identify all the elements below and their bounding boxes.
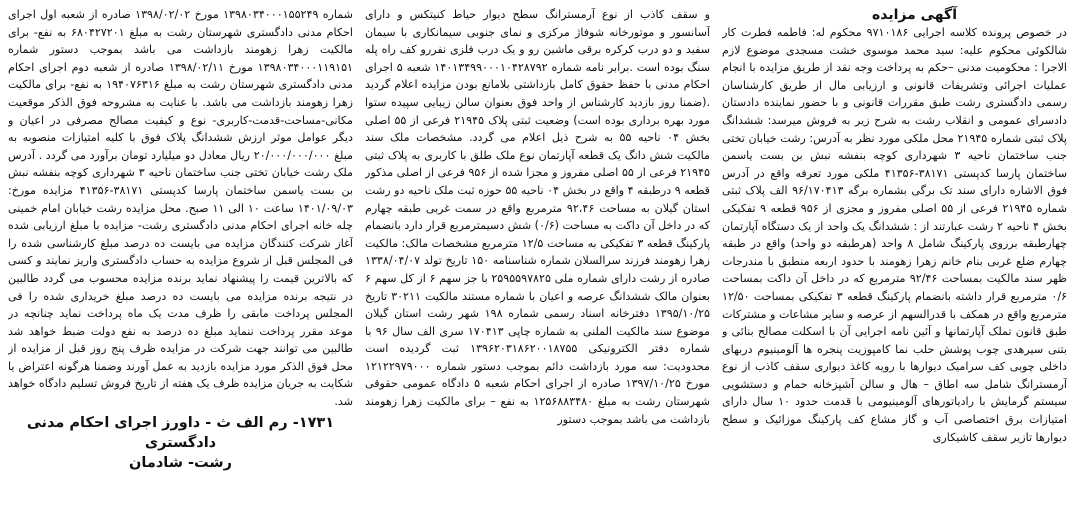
notice-body-left: شماره ۱۳۹۸۰۳۴۰۰۰۱۵۵۲۴۹ مورخ ۱۳۹۸/۰۲/۰۲ صادره از شعبه اول اجرای احکام مدنی دادگستری شهرستان رشت به مبلغ ۶۸۰۴۲۷۲۰۱ به نفع- برای مالکیت زهرا زهومند بازداشت می باشد بموجب دستور شماره ۱۳۹۸۰۳۴۰۰۰۱۱۹۱۵۱ مورخ ۱۳۹۸/۰۲/۱۱ صادره از شعبه دوم اجرای احکام مدنی دادگستری شهرستان رشت به مبلغ ۱۹۴۰۷۶۳۱۶ به نفع- برای مالکیت زهرا زهومند بازداشت می باشد. با عنایت به مشروحه فوق الذکر موقعیت مکانی-مساحت-قدمت-کاربری- نوع و کیفیت مصالح مصرفی در اعیان و دیگر عوامل موثر ارزش ششدانگ پلاک فوق با کلیه امتیازات منصوبه به مبلغ ۲۰/۰۰۰/۰۰۰/۰۰۰ ریال معادل دو میلیارد تومان برآورد می گردد . آدرس ملک رشت خیابان تختی جنب ساختمان ناحیه ۳ شهرداری کوچه بنفشه نبش بن بست یاسمن ساختمان پارسا کدپستی ۳۸۱۷۱-۴۱۳۵۶ مزایده مورخ: ۱۴۰۱/۰۹/۰۳ ساعت ۱۰ الی ۱۱ صبح. محل مزایده رشت خیابان امام خمینی چله خانه اجرای احکام مدنی دادگستری رشت- مزایده با مبلغ ارزیابی شده آغاز شرکت کنندگان مزایده می بایست ده درصد مبلغ کارشناسی شده را فی المجلس قبل از شروع مزایده به حساب دادگستری واریز نمایند و کسی که بالاترین قیمت را پیشنهاد نماید برنده مزایده محسوب می گردد طالبین در نتیجه برنده مزایده می بایست ده درصد مبلغ خریداری شده را فی المجلس پرداخت مابقی را ظرف مدت یک ماه پرداخت نماید چنانچه در موعد مقرر پرداخت ننماید مبلغ ده درصد به نفع دولت ضبط خواهد شد طالبین می توانند جهت شرکت در مزایده ظرف پنج روز قبل از مزایده از محل فوق الذکر مورد مزایده بازدید به عمل آورند وضمنا هرگونه اعتراض یا شکایت به جریان مزایده ظرف یک هفته از تاریخ فروش تسلیم دادگاه خواهد شد. bbox=[8, 8, 353, 409]
notice-signature bbox=[8, 413, 353, 473]
signature-line-2: رشت- شادمان bbox=[129, 454, 232, 471]
notice-column-middle bbox=[365, 6, 710, 513]
notice-body-middle: و سقف کاذب از نوع آرمسترانگ سطح دیوار حیاط کنیتکس و دارای آسانسور و موتورخانه شوفاژ مرکزی و نمای جنوبی سیمانکاری با سیمان سفید و دو درب کرکره برقی ماشین رو و یک درب فلزی نفررو کف راه پله سنگ بوده است .برابر نامه شماره ۱۴۰۱۳۴۹۹۰۰۰۱۰۴۲۸۷۹۲ شعبه ۵ اجرای احکام مدنی با حفظ حقوق کامل بازداشتی بلامانع بودن مزایده اعلام گردید .(ضمنا روز بازدید کارشناس از واحد فوق بعنوان سالن زیبایی سپیده ستوا مورد بهره برداری بوده است) وضعیت ثبتی پلاک ۲۱۹۴۵ فرعی از ۵۵ اصلی بخش ۰۴ ناحیه ۵۵ به شرح ذیل اعلام می گردد. مشخصات ملک سند مالکیت شش دانگ یک قطعه آپارتمان نوع ملک طلق با کاربری به پلاک ثبتی ۲۱۹۴۵ فرعی از ۵۵ اصلی مفروز و مجزا شده از ۹۵۶ فرعی از اصلی مذکور قطعه ۹ درطبقه ۴ واقع در بخش ۰۴ ناحیه ۵۵ حوزه ثبت ملک ناحیه دو رشت استان گیلان به مساحت ۹۲،۴۶ مترمربع واقع در سمت غربی طبقه چهارم که در داخل آن داکت به مساحت (۰/۶) شش دسیمترمربع قرار دارد بانضمام پارکینگ قطعه ۳ تفکیکی به مساحت ۱۲/۵ مترمربع مشخصات مالک: مالکیت زهرا زهومند فرزند سرالسلان شماره شناسنامه ۱۵۰ تاریخ تولد ۱۳۳۸/۰۴/۰۷ صادره از رشت دارای شماره ملی ۲۵۹۵۵۹۷۸۲۵ با جز سهم ۶ از کل سهم ۶ بعنوان مالک ششدانگ عرصه و اعیان با شماره مستند مالکیت ۳۰۲۱۱ تاریخ ۱۳۹۵/۱۰/۲۵ دفترخانه اسناد رسمی شماره ۱۹۸ شهر رشت استان گیلان موضوع سند مالکیت الملنی به شماره چاپی ۱۷۰۴۱۳ سری الف سال ۹۶ با شماره دفتر الکترونیکی ۱۳۹۶۲۰۳۱۸۶۲۰۰۱۸۷۵۵ ثبت گردیده است محدودیت: سه مورد بازداشت دائم بموجب دستور شماره ۱۲۱۲۲۹۷۹۰۰۰ مورخ ۱۳۹۷/۱۰/۲۵ صادره از اجرای احکام شعبه ۵ دادگاه عمومی حقوقی شهرستان رشت به مبلغ ۱۲۵۶۸۸۳۴۸۰ به نفع – برای مالکیت زهرا زهومند بازداشت می باشد بموجب دستور bbox=[365, 8, 710, 426]
notice-column-right bbox=[722, 6, 1067, 513]
signature-line-1: ۱۷۳۱- رم الف ث - داورز اجرای احکام مدنی دادگستری bbox=[26, 414, 335, 451]
notice-column-left bbox=[8, 6, 353, 513]
notice-title: آگهی مزایده bbox=[871, 7, 957, 23]
notice-body-right: در خصوص پرونده کلاسه اجرایی ۹۷۱۰۱۸۶ محکوم له: فاطمه فطرت کار شالکوئی محکوم علیه: سید محمد موسوی خشت مسجدی موضوع لازم الاجرا : محکومیت مدنی –حکم به پرداخت وجه نقد از طریق مزایده با انجام عملیات اجرائی وتشریفات قانونی و ارزیابی مال از طریق کارشناسان رسمی دادگستری رشت طبق مقررات قانونی و با حضور نماینده دادستان دادسرای عمومی و انقلاب رشت به شرح زیر به فروش میرسد: ششدانگ پلاک ثبتی شماره ۲۱۹۴۵ محل ملکی مورد نظر به آدرس: رشت خیابان تختی جنب ساختمان ناحیه ۳ شهرداری کوچه بنفشه نبش بن بست یاسمن ساختمان پارسا کدپستی ۳۸۱۷۱-۴۱۳۵۶ ملکی مورد تعرفه واقع در آدرس فوق الاشاره دارای سند تک برگی بشماره برگه ۹۶/۱۷۰۴۱۳ الف پلاک ثبتی شماره ۲۱۹۴۵ فرعی از ۵۵ اصلی مفروز و مجزی از ۹۵۶ قطعه ۹ تفکیکی بخش ۴ ناحیه ۲ رشت عبارتند از : ششدانگ یک واحد از یک دستگاه آپارتمان چهارطبقه برروی پارکینگ شامل ۸ واحد (هرطبقه دو واحد) واقع در طبقه چهارم ضلع غربی بنام خانم زهرا زهومند با حدود اربعه منطبق با مندرجات ظهر سند مالکیت بمساحت ۹۲/۴۶ مترمربع که در داخل آن داکت بمساحت ۰/۶ مترمربع قرار داشته بانضمام پارکینگ قطعه ۳ تفکیکی بمساحت ۱۲/۵۰ مترمربع واقع در همکف با قدرالسهم از عرصه و سایر مشاعات و مشترکات طبق قانون تملک آپارتمانها و آئین نامه اجرایی آن با اسکلت مصالح بنائی و بتنی سیرهدی چوب پوشش حلب نما کامپوزیت پنجره ها آلومینیوم دربهای داخلی چوبی کف سرامیک دیوارها با رویه کاغذ دیواری سقف کاذب از نوع آرمسترانگ شامل سه اطاق – هال و سالن آشپزخانه حمام و دستشویی سیستم گرمایش با رادیاتورهای آلومینیومی با قدمت حدود ۱۰ سال دارای امتیازات برق اختصاصی آب و گاز مشاع کف پارکینگ موزائیک و سطح دیوارها تازیر سقف کاشیکاری bbox=[722, 26, 1067, 444]
